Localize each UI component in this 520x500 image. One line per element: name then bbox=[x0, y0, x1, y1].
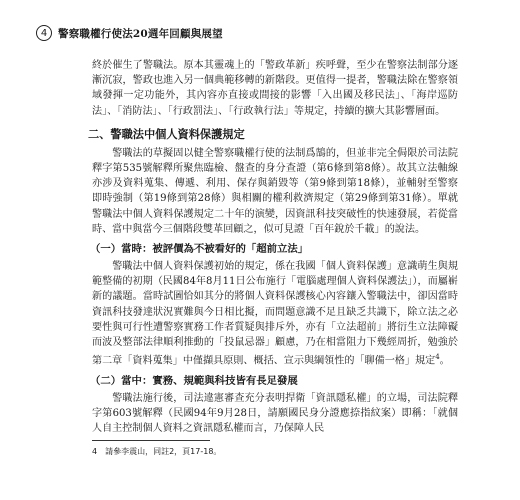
paragraph-1: 終於催生了警職法。原本其靈魂上的「警政革新」疾呼聲，至少在警察法制部分逐漸沉寂，警政也進入另一個典範移轉的新階段。更值得一提者，警職法除在警察領域發揮一定功能外，其內容亦直接或間接的影響「入出國及移民法」、「海岸巡防法」、「消防法」、「行政罰法」、「行政執行法」等規定，持續的擴大其影響層面。 bbox=[92, 60, 458, 117]
footnote: 4 請參李震山，同註2，頁17-18。 bbox=[92, 447, 222, 456]
subsection-heading-1: （一）當時：被評價為不被看好的「超前立法」 bbox=[90, 243, 309, 256]
paragraph-3-text: 警職法中個人資料保護初始的規定，係在我國「個人資料保護」意識萌生與規範整備的初期（民國84年8月11日公布施行「電腦處理個人資料保護法」），而屬嶄新的議題。當時試圖恰如其分的將個人資料保護核心內容鑲入警職法中，卻因當時資訊科技發達狀況實難與今日相比擬，而問題意識不足且缺乏共識下，除立法之必要性與可行性遭警察實務工作者質疑與排斥外，亦有「立法超前」將衍生立法障礙而波及整部法律順利推動的「投鼠忌器」顧慮，乃在相當阻力下幾經周折，勉強於第二章「資料蒐集」中僅擷具原則、概括、宣示與綱領性的「聊備一格」規定 bbox=[92, 261, 458, 367]
page-number: 4 bbox=[36, 25, 52, 41]
footnote-reference[interactable]: 4 bbox=[435, 353, 440, 362]
running-title: 警察職權行使法20週年回顧與展望 bbox=[58, 27, 223, 40]
paragraph-2: 警職法的草擬固以健全警察職權行使的法制爲鵠的，但並非完全侷限於司法院釋字第535號解釋所聚焦臨檢、盤查的身分查證（第6條到第8條）。故其立法軸線亦涉及資料蒐集、傳遞、利用、保存與銷毀等（第9條到第18條），並輔射至警察即時強制（第19條到第28條）與相關的權利救濟規定（第29條到第31條）。單就警職法中個人資料保護規定二十年的演變，因資訊科技突破性的快速發展，若從當時、當中與當今三個階段雙革回顧之，似可見證「百年銳於千載」的說法。 bbox=[92, 147, 458, 235]
section-heading: 二、警職法中個人資料保護規定 bbox=[88, 126, 245, 141]
subsection-heading-2: （二）當中：實務、規範與科技皆有長足發展 bbox=[90, 374, 298, 387]
running-header bbox=[36, 24, 223, 42]
paragraph-3-end: 。 bbox=[439, 355, 450, 367]
footnote-divider bbox=[92, 440, 210, 441]
page-body bbox=[88, 58, 458, 436]
paragraph-3 bbox=[92, 259, 458, 369]
paragraph-4: 警職法施行後，司法違憲審查充分表明捍衛「資訊隱私權」的立場，司法院釋字第603號解釋（民國94年9月28日，請願國民身分證應捺指紋案）即稱：「就個人自主控制個人資料之資訊隱私權而言，乃保障人民 bbox=[92, 392, 458, 435]
